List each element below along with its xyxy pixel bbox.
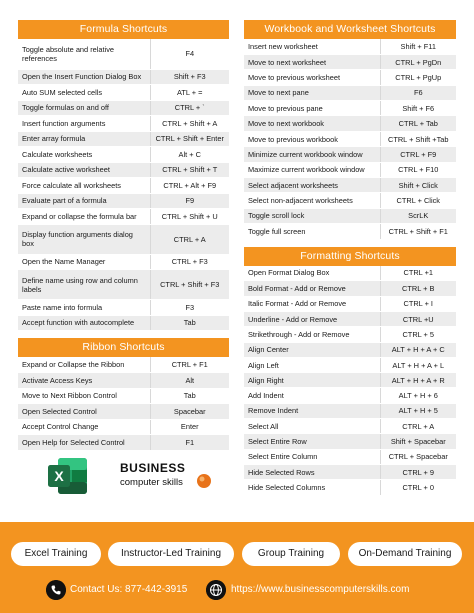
shortcut-keys: CTRL + Shift + Enter (150, 131, 229, 147)
shortcut-description: Accept function with autocomplete (18, 315, 150, 331)
shortcut-description: Paste name into formula (18, 300, 150, 316)
globe-icon (206, 580, 226, 600)
shortcut-row (18, 193, 229, 209)
shortcut-keys: F6 (380, 85, 456, 100)
shortcut-description: Add Indent (244, 388, 380, 403)
shortcut-row (18, 147, 229, 163)
shortcut-description: Toggle full screen (244, 224, 380, 239)
shortcut-keys: CTRL + F3 (150, 254, 229, 270)
shortcut-row (244, 480, 456, 495)
shortcut-keys: Spacebar (150, 404, 229, 420)
shortcut-description: Display function arguments dialog box (18, 224, 150, 254)
shortcut-keys: Alt + C (150, 147, 229, 163)
shortcut-keys: F1 (150, 435, 229, 451)
shortcut-row (18, 131, 229, 147)
shortcut-row (244, 403, 456, 418)
shortcut-keys: CTRL + A (150, 224, 229, 254)
shortcut-row (244, 266, 456, 281)
shortcut-description: Insert function arguments (18, 116, 150, 132)
shortcut-description: Select All (244, 419, 380, 434)
brand-ball-icon (196, 473, 212, 489)
formula-shortcuts-table (18, 39, 229, 331)
instructor-led-training-button[interactable]: Instructor-Led Training (108, 542, 234, 566)
shortcut-row (18, 85, 229, 101)
shortcut-description: Toggle scroll lock (244, 208, 380, 223)
shortcut-keys: CTRL + PgUp (380, 70, 456, 85)
shortcut-keys: CTRL + 9 (380, 464, 456, 479)
shortcut-keys: ALT + H + 6 (380, 388, 456, 403)
shortcut-description: Move to next workbook (244, 116, 380, 131)
shortcut-row (244, 296, 456, 311)
right-column (244, 20, 456, 496)
shortcut-keys: F9 (150, 193, 229, 209)
shortcut-keys: ALT + H + A + R (380, 373, 456, 388)
shortcut-keys: CTRL + A (380, 419, 456, 434)
shortcut-description: Align Left (244, 357, 380, 372)
shortcut-description: Remove Indent (244, 403, 380, 418)
shortcut-keys: ScrLK (380, 208, 456, 223)
shortcut-keys: CTRL + F9 (380, 147, 456, 162)
phone-icon (46, 580, 66, 600)
shortcut-keys: CTRL + B (380, 281, 456, 296)
shortcut-keys: CTRL + Shift +Tab (380, 131, 456, 146)
shortcut-description: Move to next worksheet (244, 54, 380, 69)
shortcut-keys: CTRL + Click (380, 193, 456, 208)
shortcut-description: Move to Next Ribbon Control (18, 388, 150, 404)
shortcut-keys: Shift + Spacebar (380, 434, 456, 449)
shortcut-description: Define name using row and column labels (18, 270, 150, 300)
excel-logo-icon (46, 457, 88, 495)
excel-training-button[interactable]: Excel Training (11, 542, 101, 566)
shortcut-description: Activate Access Keys (18, 373, 150, 389)
shortcut-keys: ALT + H + A + C (380, 342, 456, 357)
shortcut-row (244, 419, 456, 434)
shortcut-description: Underline - Add or Remove (244, 311, 380, 326)
shortcut-row (18, 388, 229, 404)
shortcut-description: Hide Selected Rows (244, 464, 380, 479)
footer (0, 522, 474, 613)
shortcut-row (18, 419, 229, 435)
shortcut-keys: ALT + H + 5 (380, 403, 456, 418)
shortcut-row (18, 254, 229, 270)
left-column (18, 20, 229, 451)
shortcut-keys: F3 (150, 300, 229, 316)
shortcut-keys: CTRL + Shift + A (150, 116, 229, 132)
shortcut-description: Calculate worksheets (18, 147, 150, 163)
shortcut-row (244, 224, 456, 239)
shortcut-row (18, 100, 229, 116)
brand-line-1: BUSINESS (120, 461, 186, 475)
shortcut-row (18, 435, 229, 451)
shortcut-keys: Alt (150, 373, 229, 389)
shortcut-row (18, 404, 229, 420)
shortcut-keys: CTRL +U (380, 311, 456, 326)
shortcut-keys: CTRL + Shift + T (150, 162, 229, 178)
shortcut-description: Calculate active worksheet (18, 162, 150, 178)
workbook-shortcuts-table (244, 39, 456, 240)
shortcut-row (18, 39, 229, 69)
shortcut-keys: Shift + F11 (380, 39, 456, 54)
shortcut-description: Auto SUM selected cells (18, 85, 150, 101)
shortcut-keys: Enter (150, 419, 229, 435)
shortcut-description: Select Entire Column (244, 449, 380, 464)
shortcut-row (18, 300, 229, 316)
shortcut-description: Accept Control Change (18, 419, 150, 435)
ribbon-shortcuts-table (18, 357, 229, 451)
shortcut-row (18, 373, 229, 389)
shortcut-description: Open Format Dialog Box (244, 266, 380, 281)
shortcut-description: Insert new worksheet (244, 39, 380, 54)
shortcut-row (18, 116, 229, 132)
shortcut-description: Minimize current workbook window (244, 147, 380, 162)
shortcut-description: Move to next pane (244, 85, 380, 100)
shortcut-keys: CTRL + PgDn (380, 54, 456, 69)
shortcut-description: Align Right (244, 373, 380, 388)
formatting-shortcuts-header: Formatting Shortcuts (244, 247, 456, 266)
shortcut-row (18, 209, 229, 225)
logo-area (18, 455, 229, 497)
shortcut-keys: F4 (150, 39, 229, 69)
shortcut-row (244, 101, 456, 116)
workbook-shortcuts-header: Workbook and Worksheet Shortcuts (244, 20, 456, 39)
shortcut-description: Expand or collapse the formula bar (18, 209, 150, 225)
shortcut-row (244, 464, 456, 479)
shortcut-row (244, 434, 456, 449)
shortcut-row (244, 131, 456, 146)
shortcut-row (244, 208, 456, 223)
shortcut-row (244, 116, 456, 131)
shortcut-row (244, 327, 456, 342)
shortcut-row (244, 147, 456, 162)
shortcut-description: Toggle formulas on and off (18, 100, 150, 116)
shortcut-row (18, 178, 229, 194)
shortcut-keys: Shift + F6 (380, 101, 456, 116)
formula-shortcuts-header: Formula Shortcuts (18, 20, 229, 39)
shortcut-description: Strikethrough - Add or Remove (244, 327, 380, 342)
shortcut-description: Maximize current workbook window (244, 162, 380, 177)
shortcut-keys: CTRL + F10 (380, 162, 456, 177)
shortcut-keys: CTRL + Spacebar (380, 449, 456, 464)
shortcut-keys: CTRL + ` (150, 100, 229, 116)
shortcut-row (18, 69, 229, 85)
shortcut-row (244, 162, 456, 177)
shortcut-row (18, 357, 229, 373)
shortcut-keys: Tab (150, 315, 229, 331)
shortcut-keys: Tab (150, 388, 229, 404)
brand-line-2: computer skills (120, 477, 183, 488)
shortcut-description: Enter array formula (18, 131, 150, 147)
shortcut-description: Move to previous workbook (244, 131, 380, 146)
shortcut-description: Move to previous pane (244, 101, 380, 116)
ribbon-shortcuts-header: Ribbon Shortcuts (18, 338, 229, 357)
shortcut-row (18, 315, 229, 331)
shortcut-row (244, 357, 456, 372)
contact-phone[interactable]: Contact Us: 877-442-3915 (70, 584, 188, 595)
shortcut-row (18, 224, 229, 254)
shortcut-description: Force calculate all worksheets (18, 178, 150, 194)
shortcut-keys: ALT + H + A + L (380, 357, 456, 372)
shortcut-description: Hide Selected Columns (244, 480, 380, 495)
shortcut-row (244, 311, 456, 326)
shortcut-row (244, 449, 456, 464)
shortcut-description: Bold Format - Add or Remove (244, 281, 380, 296)
shortcut-description: Open the Insert Function Dialog Box (18, 69, 150, 85)
shortcut-row (244, 39, 456, 54)
shortcut-keys: CTRL + 5 (380, 327, 456, 342)
shortcut-keys: CTRL +1 (380, 266, 456, 281)
excel-logo-letter: X (54, 468, 64, 484)
shortcut-description: Select non-adjacent worksheets (244, 193, 380, 208)
shortcut-row (18, 270, 229, 300)
shortcut-row (244, 281, 456, 296)
shortcut-row (244, 342, 456, 357)
shortcut-description: Open Selected Control (18, 404, 150, 420)
shortcut-keys: CTRL + I (380, 296, 456, 311)
shortcut-description: Select Entire Row (244, 434, 380, 449)
shortcut-description: Expand or Collapse the Ribbon (18, 357, 150, 373)
group-training-button[interactable]: Group Training (242, 542, 340, 566)
shortcut-description: Toggle absolute and relative references (18, 39, 150, 69)
shortcut-description: Move to previous worksheet (244, 70, 380, 85)
shortcut-keys: CTRL + Tab (380, 116, 456, 131)
shortcut-row (244, 85, 456, 100)
shortcut-description: Align Center (244, 342, 380, 357)
shortcut-row (244, 70, 456, 85)
shortcut-row (244, 193, 456, 208)
business-computer-skills-logo (118, 459, 228, 495)
shortcut-description: Select adjacent worksheets (244, 178, 380, 193)
formatting-shortcuts-table (244, 266, 456, 496)
shortcut-keys: CTRL + Shift + U (150, 209, 229, 225)
on-demand-training-button[interactable]: On-Demand Training (348, 542, 462, 566)
shortcut-row (244, 54, 456, 69)
shortcut-row (244, 388, 456, 403)
shortcut-row (244, 373, 456, 388)
shortcut-keys: CTRL + F1 (150, 357, 229, 373)
shortcut-description: Evaluate part of a formula (18, 193, 150, 209)
shortcut-description: Italic Format - Add or Remove (244, 296, 380, 311)
shortcut-keys: CTRL + 0 (380, 480, 456, 495)
shortcut-description: Open Help for Selected Control (18, 435, 150, 451)
website-link[interactable]: https://www.businesscomputerskills.com (231, 584, 410, 595)
shortcut-keys: ATL + = (150, 85, 229, 101)
shortcut-keys: Shift + F3 (150, 69, 229, 85)
shortcut-keys: CTRL + Shift + F3 (150, 270, 229, 300)
shortcut-keys: Shift + Click (380, 178, 456, 193)
shortcut-keys: CTRL + Alt + F9 (150, 178, 229, 194)
shortcut-keys: CTRL + Shift + F1 (380, 224, 456, 239)
shortcut-row (18, 162, 229, 178)
shortcut-description: Open the Name Manager (18, 254, 150, 270)
shortcut-row (244, 178, 456, 193)
